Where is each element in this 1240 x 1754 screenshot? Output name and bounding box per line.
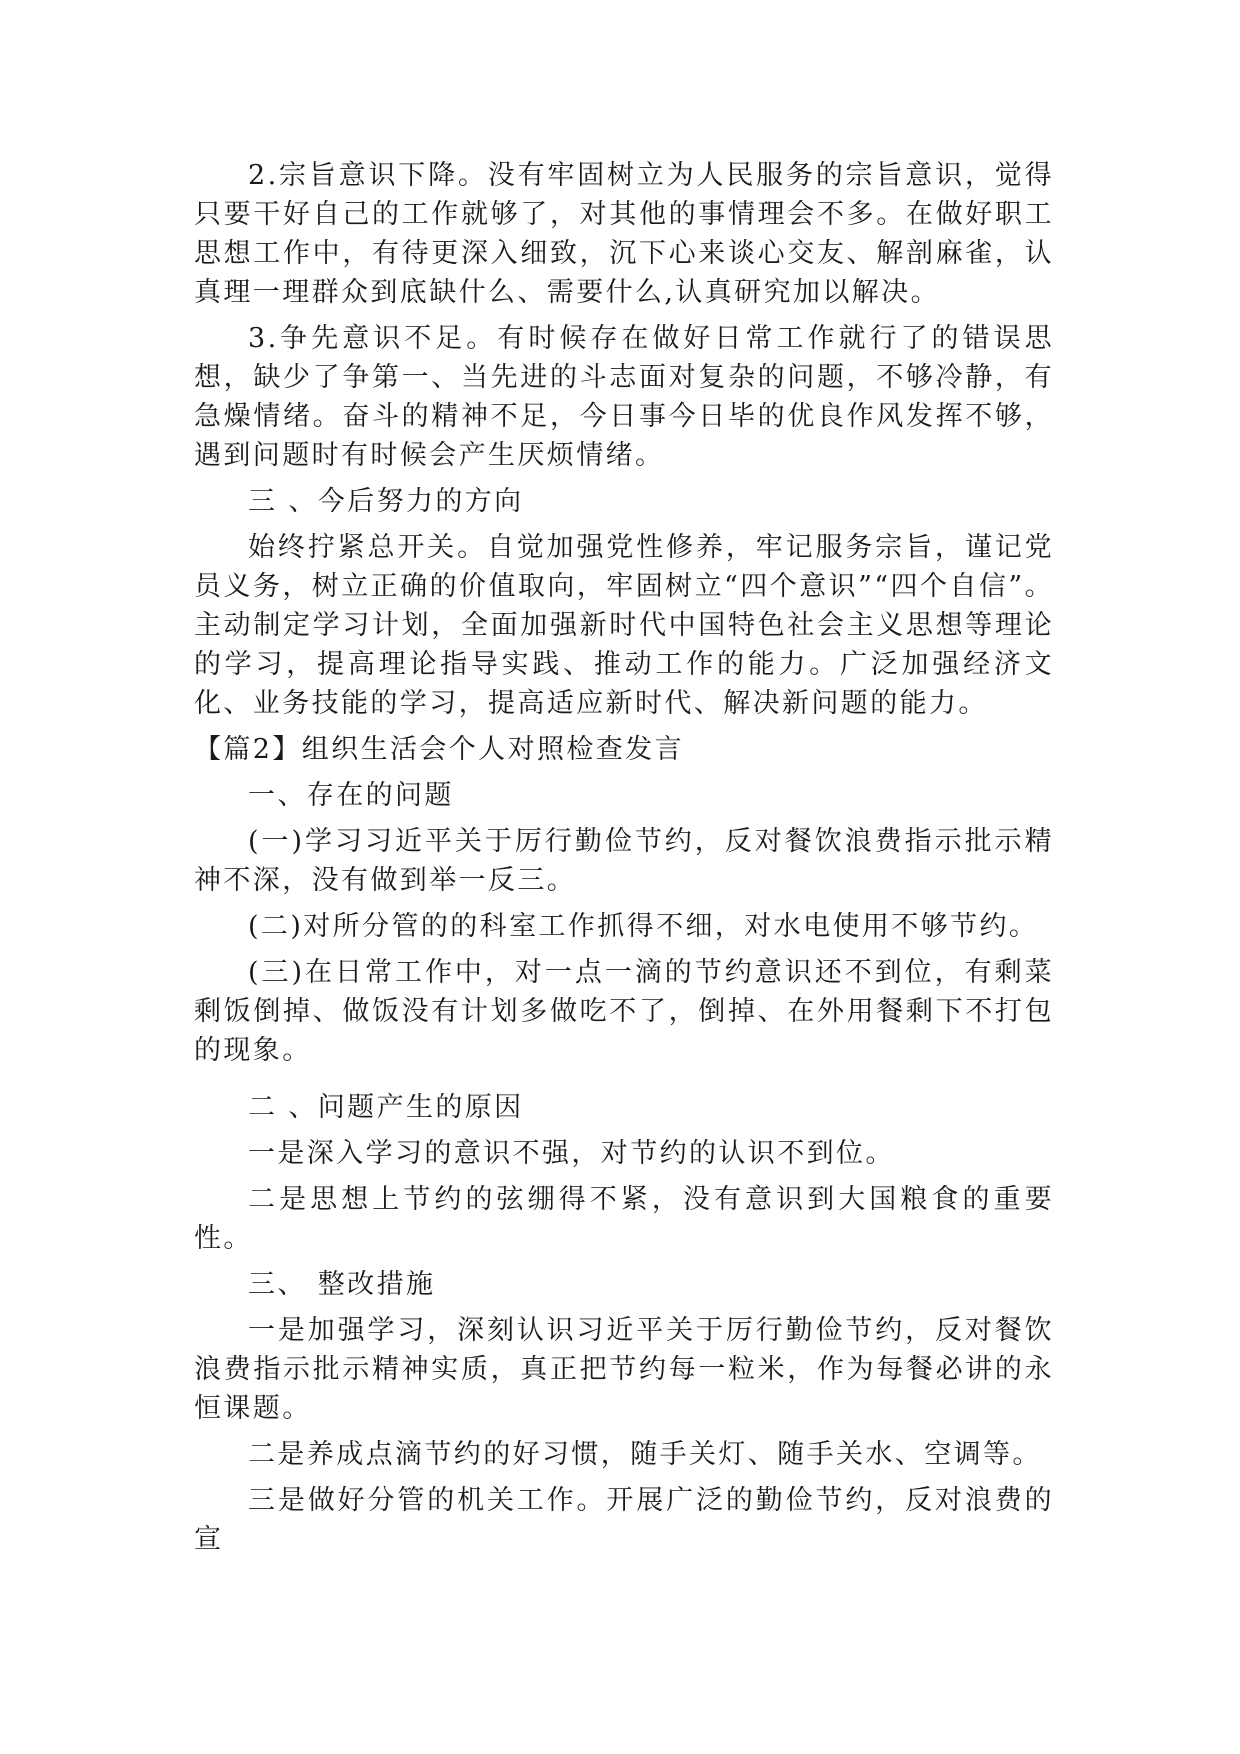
- section-heading-causes: 二 、问题产生的原因: [248, 1092, 524, 1123]
- section-heading-future-direction: 三 、今后努力的方向: [248, 486, 524, 517]
- problem-item-2: (二)对所分管的的科室工作抓得不细，对水电使用不够节约。: [248, 911, 1039, 942]
- paragraph-future-direction: 始终拧紧总开关。自觉加强党性修养，牢记服务宗旨，谨记党员义务，树立正确的价值取向，牢固树立“四个意识”“四个自信”。主动制定学习计划，全面加强新时代中国特色社会主义思想等理论的学习，提高理论指导实践、推动工作的能力。广泛加强经济文化、业务技能的学习，提高适应新时代、解决新问题的能力。: [194, 532, 1054, 719]
- section-heading-existing-problems: 一、存在的问题: [248, 780, 454, 811]
- measure-item-1: 一是加强学习，深刻认识习近平关于厉行勤俭节约，反对餐饮浪费指示批示精神实质，真正把节约每一粒米，作为每餐必讲的永恒课题。: [194, 1315, 1054, 1424]
- document-body: [194, 156, 1054, 1566]
- paragraph-competitive-awareness: 3.争先意识不足。有时候存在做好日常工作就行了的错误思想，缺少了争第一、当先进的斗志面对复杂的问题，不够冷静，有急燥情绪。奋斗的精神不足，今日事今日毕的优良作风发挥不够，遇到问题时有时候会产生厌烦情绪。: [194, 323, 1054, 471]
- section-heading-rectification: 三、 整改措施: [248, 1269, 436, 1300]
- paragraph-purpose-awareness: 2.宗旨意识下降。没有牢固树立为人民服务的宗旨意识，觉得只要干好自己的工作就够了，对其他的事情理会不多。在做好职工思想工作中，有待更深入细致，沉下心来谈心交友、解剖麻雀，认真理一理群众到底缺什么、需要什么,认真研究加以解决。: [194, 160, 1054, 308]
- measure-item-2: 二是养成点滴节约的好习惯，随手关灯、随手关水、空调等。: [248, 1439, 1042, 1470]
- cause-item-1: 一是深入学习的意识不强，对节约的认识不到位。: [248, 1138, 895, 1169]
- cause-item-2: 二是思想上节约的弦绷得不紧，没有意识到大国粮食的重要性。: [194, 1184, 1054, 1254]
- article-title-part-2: 【篇2】组织生活会个人对照检查发言: [194, 734, 684, 765]
- problem-item-3: (三)在日常工作中，对一点一滴的节约意识还不到位，有剩菜剩饭倒掉、做饭没有计划多做吃不了，倒掉、在外用餐剩下不打包的现象。: [194, 957, 1054, 1066]
- problem-item-1: (一)学习习近平关于厉行勤俭节约，反对餐饮浪费指示批示精神不深，没有做到举一反三。: [194, 826, 1054, 896]
- measure-item-3: 三是做好分管的机关工作。开展广泛的勤俭节约，反对浪费的宣: [194, 1485, 1054, 1555]
